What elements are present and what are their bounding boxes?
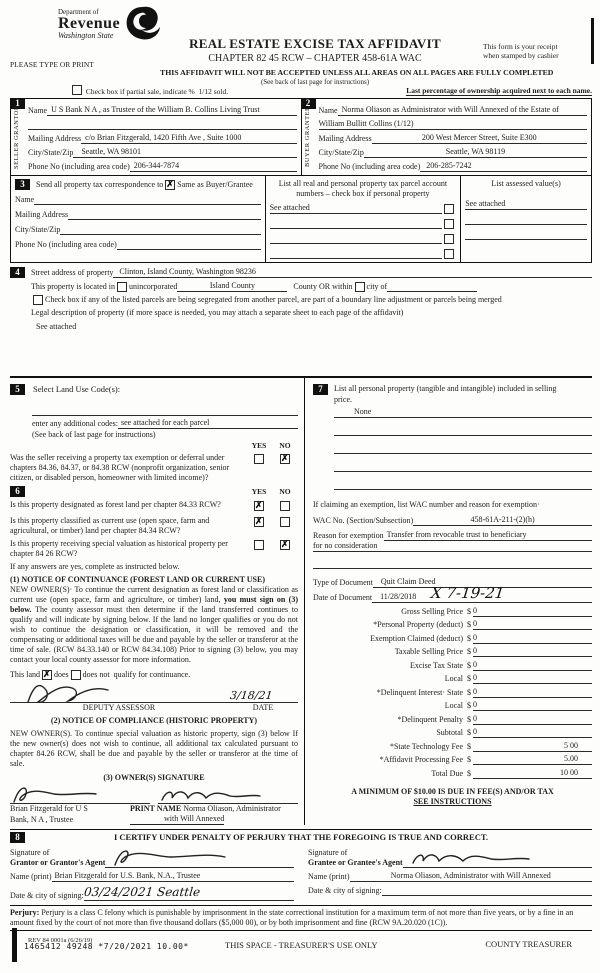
county-field[interactable]: Island County xyxy=(177,281,287,292)
right-column xyxy=(305,378,592,825)
section3-badge: 3 xyxy=(15,179,30,190)
no-column-label: NO xyxy=(279,441,291,450)
section3 xyxy=(10,176,592,263)
partial-sale-label: Check box if partial sale, indicate % xyxy=(85,86,195,96)
see-back-note: (See back of last page for instructions) xyxy=(260,78,370,87)
treasurer-space-label: THIS SPACE - TREASURER'S USE ONLY xyxy=(225,940,378,950)
dollar-sign: $ xyxy=(467,687,471,697)
perjury-notice xyxy=(10,905,592,931)
charge-value[interactable]: 0 xyxy=(473,633,592,644)
section5-badge: 5 xyxy=(10,384,25,395)
dollar-sign: $ xyxy=(467,755,471,764)
partial-sale-value[interactable]: 1/12 sold. xyxy=(198,86,229,96)
unincorporated-checkbox[interactable] xyxy=(117,282,127,292)
dollar-sign: $ xyxy=(467,728,471,737)
parcel-personal-checkbox-3[interactable] xyxy=(444,234,454,244)
corr-citystatezip-label: City/State/Zip xyxy=(15,225,61,234)
grantor-certification xyxy=(10,845,308,901)
buyer-citystatezip-field[interactable]: Seattle, WA 98119 xyxy=(364,147,587,158)
dollar-sign: $ xyxy=(467,714,471,724)
charge-label: Subtotal xyxy=(436,728,463,737)
charge-value[interactable]: 5.00 xyxy=(473,754,592,765)
charge-value[interactable]: 0 xyxy=(473,714,592,725)
corr-name-label: Name xyxy=(15,195,35,204)
deputy-assessor-signature[interactable] xyxy=(20,680,140,706)
dollar-sign: $ xyxy=(467,660,471,670)
form-footer xyxy=(10,937,592,963)
owner2-signature[interactable] xyxy=(158,782,268,806)
type-or-print-label: PLEASE TYPE OR PRINT xyxy=(10,60,94,69)
corr-phone-label: Phone No (including area code) xyxy=(15,240,117,249)
form-header xyxy=(10,4,592,96)
charge-label: Total Due xyxy=(431,768,463,778)
see-back-note-2: (See back of last page for instructions) xyxy=(32,430,156,439)
notice2-body: NEW OWNER(S). To continue special valuation as historic property, sign (3) below If the new owner(s) does not wish to continue, all additional tax calculated pursuant to chapter 84.26 RCW, shall be due and payable by the seller or transferor at the time of sale. xyxy=(10,729,298,769)
personal-property-field-3[interactable] xyxy=(334,443,592,454)
charges-table xyxy=(313,606,592,779)
buyer-name-label: Name xyxy=(318,106,338,115)
forest-no-checkbox[interactable] xyxy=(280,501,290,511)
charge-label: *State Technology Fee xyxy=(389,741,463,751)
historic-question: Is this property receiving special valuation as historical property per chapter 84 26 RCW? xyxy=(10,539,228,559)
parties-box xyxy=(10,98,592,176)
additional-codes-field[interactable]: see attached for each parcel xyxy=(118,418,298,429)
charge-label: Excise Tax State xyxy=(409,660,463,670)
personal-property-field-2[interactable] xyxy=(334,425,592,436)
receipt-note xyxy=(483,42,588,61)
owner1-signature[interactable] xyxy=(10,782,120,806)
grantee-date-city-field[interactable] xyxy=(382,885,592,896)
reason-label: Reason for exemption xyxy=(313,531,384,540)
segregated-checkbox[interactable] xyxy=(33,295,43,305)
charge-label: Taxable Selling Price xyxy=(394,647,463,656)
charge-label: Local xyxy=(444,701,463,710)
grantee-signature-label-1: Signature of xyxy=(308,848,348,857)
buyer-name-field-2[interactable]: William Bullitt Collins (1/12) xyxy=(319,119,588,130)
wac-field[interactable]: 458-61A-211-(2)(h) xyxy=(413,515,592,526)
minimum-due-line1: A MINIMUM OF $10.00 IS DUE IN FEE(S) AND/OR TAX xyxy=(351,786,554,796)
dollar-sign: $ xyxy=(467,647,471,656)
parcel-header-line1: List all real and personal property tax parcel account xyxy=(278,179,448,188)
qualify-text-2: qualify for continuance. xyxy=(113,670,191,680)
ownership-note: Last percentage of ownership acquired next to each name. xyxy=(406,85,592,95)
date-label: DATE xyxy=(252,703,274,713)
no-column-label-2: NO xyxy=(279,487,291,497)
dollar-sign: $ xyxy=(467,606,471,616)
city-checkbox[interactable] xyxy=(355,282,365,292)
qualify-text-1: This land xyxy=(10,670,40,680)
reason-field-2[interactable]: for no consideration xyxy=(313,541,592,552)
grantee-signature-label-2: Grantee or Grantee's Agent xyxy=(308,858,403,867)
grantor-name-label: Name (print) xyxy=(10,872,52,881)
owner1-print-line1: Brian Fitzgerald for U S xyxy=(10,804,88,814)
perjury-label: Perjury: xyxy=(10,908,40,917)
seller-citystatezip-field[interactable]: Seattle, WA 98101 xyxy=(73,147,296,158)
grantee-name-field[interactable]: Norma Oliason, Administrator with Will Annexed xyxy=(350,871,592,882)
grantor-agent-signature[interactable] xyxy=(109,845,239,871)
personal-property-title-1: List all personal property (tangible and intangible) included in selling xyxy=(334,384,557,393)
deputy-assessor-label: DEPUTY ASSESSOR xyxy=(82,703,156,713)
same-as-buyer-label: Same as Buyer/Grantee xyxy=(177,179,253,189)
agency-line3: Washington State xyxy=(58,31,114,41)
correspondence-label: Send all property tax correspondence to xyxy=(36,179,164,189)
charge-label: *Personal Property (deduct) xyxy=(373,620,463,629)
owner1-print-line2: Bank, N A , Trustee xyxy=(10,815,74,825)
dollar-sign: $ xyxy=(467,701,471,710)
current-use-no-checkbox[interactable] xyxy=(280,517,290,527)
seller-phone-label: Phone No (including area code) xyxy=(28,162,130,171)
historic-no-checkbox[interactable] xyxy=(280,540,290,550)
seller-address-label: Mailing Address xyxy=(28,134,82,143)
charge-value[interactable]: 0 xyxy=(473,660,592,671)
dollar-sign: $ xyxy=(467,633,471,643)
forest-yes-checkbox[interactable] xyxy=(254,501,264,511)
charge-value[interactable]: 10 00 xyxy=(473,768,592,779)
parcel-field-3[interactable] xyxy=(270,233,443,244)
located-in-label: This property is located in xyxy=(31,281,115,291)
parcel-personal-checkbox-2[interactable] xyxy=(444,219,454,229)
charge-value[interactable]: 0 xyxy=(473,646,592,657)
same-as-buyer-checkbox[interactable] xyxy=(165,180,175,190)
charge-label: Gross Selling Price xyxy=(401,606,463,616)
city-of-label: city of xyxy=(366,281,388,291)
grantor-signature-label-2: Grantor or Grantor's Agent xyxy=(10,858,106,867)
exemption-question: Was the seller receiving a property tax exemption or deferral under chapters 84.36, 84.37, or 84.38 RCW (nonprofit organization, senior citizen, or disabled person, homeowner with limited income)? xyxy=(10,453,230,483)
form-warning: THIS AFFIDAVIT WILL NOT BE ACCEPTED UNLESS ALL AREAS ON ALL PAGES ARE FULLY COMPLETED xyxy=(160,67,554,77)
land-use-title: Select Land Use Code(s): xyxy=(33,384,121,395)
grantor-date-city-label: Date & city of signing: xyxy=(10,891,84,900)
charge-value[interactable]: 5 00 xyxy=(473,741,592,752)
legal-description-value[interactable]: See attached xyxy=(36,322,77,331)
assessed-header: List assessed value(s) xyxy=(491,179,561,188)
exemption-note: If claiming an exemption, list WAC number and reason for exemption· xyxy=(313,500,540,509)
charge-value[interactable]: 0 xyxy=(473,619,592,630)
unincorporated-label: unincorporated xyxy=(128,281,178,291)
section4 xyxy=(10,267,592,370)
parcel-header-line2: numbers – check box if personal property xyxy=(296,189,430,198)
personal-property-field-5[interactable] xyxy=(334,479,592,490)
assessed-field-3[interactable] xyxy=(465,229,587,240)
parcel-field-4[interactable] xyxy=(270,248,443,259)
seller-name-field[interactable]: U S Bank N A , as Trustee of the William B. Collins Living Trust xyxy=(47,105,296,116)
seller-citystatezip-label: City/State/Zip xyxy=(28,148,74,157)
assessed-field-1[interactable]: See attached xyxy=(465,199,587,210)
charge-label: Local xyxy=(444,674,463,683)
charge-value[interactable]: 0 xyxy=(473,700,592,711)
charge-value[interactable]: 0 xyxy=(473,727,592,738)
buyer-citystatezip-label: City/State/Zip xyxy=(318,148,364,157)
buyer-name-field[interactable]: Norma Oliason as Administrator with Will Annexed of the Estate of xyxy=(338,105,587,116)
print-name-label: PRINT NAME xyxy=(130,804,182,814)
land-use-code-field[interactable] xyxy=(32,405,298,416)
current-use-question: Is this property classified as current use (open space, farm and agricultural, or timber) land per chapter 84.34 RCW? xyxy=(10,516,210,536)
exemption-no-checkbox[interactable] xyxy=(280,454,290,464)
grantor-name-field[interactable]: Brian Fitzgerald for U.S. Bank, N.A., Trustee xyxy=(52,871,294,882)
doc-date-label: Date of Document xyxy=(313,593,373,602)
agency-line2: Revenue xyxy=(58,14,121,32)
parcel-personal-checkbox-4[interactable] xyxy=(444,249,454,259)
perjury-text: Perjury is a class C felony which is punishable by imprisonment in the state correctional institution for a maximum term of not more than five years, or by a fine in an amount fixed by the court of not more than five thousand dollars ($5,000 00), or by both imprisonment and fine (RCW 9A.20.020 (1C)). xyxy=(10,908,574,927)
dollar-sign: $ xyxy=(467,674,471,683)
charge-value[interactable]: 0 xyxy=(473,673,592,684)
seller-name-label: Name xyxy=(28,106,48,115)
section8-badge: 8 xyxy=(10,832,25,843)
qualify-does-label: does xyxy=(54,670,69,680)
section8 xyxy=(10,829,592,901)
charge-label: *Delinquent Interest· State xyxy=(376,687,463,697)
parcel-personal-checkbox-1[interactable] xyxy=(444,204,454,214)
reason-field[interactable]: Transfer from revocable trust to beneficiary xyxy=(384,530,592,541)
rev-number: REV 84 0001a (6/26/19) xyxy=(28,937,93,944)
corr-address-label: Mailing Address xyxy=(15,210,69,219)
form-subtitle: CHAPTER 82 45 RCW – CHAPTER 458-61A WAC xyxy=(208,53,422,65)
county-treasurer-label: COUNTY TREASURER xyxy=(485,939,572,949)
assessed-field-2[interactable] xyxy=(465,214,587,225)
parcel-field-1[interactable]: See attached xyxy=(270,203,443,214)
personal-property-field-4[interactable] xyxy=(334,461,592,472)
buyer-section xyxy=(301,99,592,175)
notice1-title: (1) NOTICE OF CONTINUANCE (FOREST LAND OR CURRENT USE) xyxy=(10,575,265,585)
notice1-bold: you must sign on (3) below. xyxy=(10,595,299,615)
county-or-label: County OR within xyxy=(293,281,353,291)
personal-property-field-1[interactable]: None xyxy=(334,407,592,418)
agency-line1: Department of xyxy=(58,8,99,16)
dollar-sign: $ xyxy=(467,768,471,778)
buyer-phone-field[interactable]: 206-285-7242 xyxy=(420,161,587,172)
dor-logo-icon xyxy=(122,4,162,42)
charge-value[interactable]: 0 xyxy=(473,687,592,698)
corr-address-field[interactable] xyxy=(68,209,260,220)
seller-side-label: SELLER GRANTOR xyxy=(13,105,20,169)
agency-block xyxy=(58,4,120,41)
partial-sale-checkbox[interactable] xyxy=(72,85,82,95)
owner2-print-line2: with Will Annexed xyxy=(130,814,224,825)
does-qualify-checkbox[interactable] xyxy=(42,670,52,680)
reason-field-3[interactable] xyxy=(313,558,592,569)
buyer-side-label: BUYER GRANTEE xyxy=(303,106,311,168)
buyer-phone-label: Phone No (including area code) xyxy=(318,162,421,171)
owners-signature-title: (3) OWNER(S) SIGNATURE xyxy=(103,773,205,783)
if-yes-note: If any answers are yes, complete as instructed below. xyxy=(10,562,180,572)
grantee-name-label: Name (print) xyxy=(308,872,350,881)
notice1-body2: The county assessor must then determine if the land transferred continues to qualify and will indicate by signing below. If the land no longer qualifies or you do not wish to continue the designation or classification, it will be removed and the compensating or additional taxes will be due and payable by the seller or transferor at the time of sale. (RCW 84.33.140 or RCW 84.34.108) Prior to signing (3) below, you may contact your local county assessor for more information. xyxy=(10,605,298,665)
section6-badge: 6 xyxy=(10,486,25,497)
charge-label: *Affidavit Processing Fee xyxy=(379,755,463,764)
legal-description-label: Legal description of property (if more space is needed, you may attach a separate sheet to each page of the affidavit) xyxy=(31,308,404,317)
certify-statement: I CERTIFY UNDER PENALTY OF PERJURY THAT THE FOREGOING IS TRUE AND CORRECT. xyxy=(113,832,488,843)
wac-label: WAC No. (Section/Subsection) xyxy=(313,516,414,525)
section1-badge: 1 xyxy=(10,98,25,109)
buyer-address-field[interactable]: 200 West Mercer Street, Suite E300 xyxy=(372,133,587,144)
city-of-field[interactable] xyxy=(387,281,477,292)
qualify-doesnot-label: does not xyxy=(82,670,110,680)
doc-date-field[interactable]: 11/28/2018 xyxy=(372,592,592,603)
forest-land-question: Is this property designated as forest land per chapter 84.33 RCW? xyxy=(10,500,221,510)
seller-section xyxy=(11,99,301,175)
charge-label: *Delinquent Penalty xyxy=(397,714,463,724)
seller-phone-field[interactable]: 206-344-7874 xyxy=(130,161,297,172)
segregated-label: Check box if any of the listed parcels are being segregated from another parcel, are part of a boundary line adjustment or parcels being merged xyxy=(45,295,502,304)
notice1-body1: NEW OWNER(S)· To continue the current designation as forest land or classification as current use (open space, farm and agriculture, or timber) land, xyxy=(10,585,298,605)
left-column xyxy=(10,378,305,825)
parcel-field-2[interactable] xyxy=(270,218,443,229)
yes-column-label: YES xyxy=(251,441,267,450)
grantee-agent-signature[interactable] xyxy=(407,845,537,871)
buyer-address-label: Mailing Address xyxy=(318,134,372,143)
historic-yes-checkbox[interactable] xyxy=(254,540,264,550)
doc-type-field[interactable]: Quit Claim Deed xyxy=(373,577,592,588)
dollar-sign: $ xyxy=(467,620,471,629)
assessor-date-handwritten[interactable]: 3/18/21 xyxy=(229,688,274,702)
corr-name-field[interactable] xyxy=(34,194,260,205)
street-address-label: Street address of property xyxy=(31,267,114,277)
exemption-yes-checkbox[interactable] xyxy=(254,454,264,464)
doc-date-handwritten[interactable]: X 7-19-21 xyxy=(430,584,506,602)
personal-property-title-2: price. xyxy=(334,395,352,404)
doc-type-label: Type of Document xyxy=(313,578,373,587)
charge-label: Exemption Claimed (deduct) xyxy=(370,633,463,643)
receipt-note-line2: when stamped by cashier xyxy=(483,51,559,61)
form-title: REAL ESTATE EXCISE TAX AFFIDAVIT xyxy=(189,36,441,51)
receipt-note-line1: This form is your receipt xyxy=(483,42,558,51)
section4-badge: 4 xyxy=(10,267,25,278)
cashier-stamp: 1465412 49248 *7/20/2021 10.00* xyxy=(24,942,189,951)
charge-value[interactable]: 0 xyxy=(473,606,592,617)
owner2-print-line1: Norma Oliason, Administrator xyxy=(183,804,281,814)
grantor-date-city-handwritten[interactable]: 03/24/2021 Seattle xyxy=(83,885,201,899)
partial-sale-row xyxy=(70,85,228,96)
yes-column-label-2: YES xyxy=(251,487,267,497)
minimum-due-line2: SEE INSTRUCTIONS xyxy=(413,796,492,806)
notice2-title: (2) NOTICE OF COMPLIANCE (HISTORIC PROPERTY) xyxy=(50,716,258,726)
corr-citystatezip-field[interactable] xyxy=(60,224,260,235)
grantee-certification xyxy=(308,845,592,901)
section2-badge: 2 xyxy=(301,98,316,109)
seller-address-field[interactable]: c/o Brian Fitzgerald, 1420 Fifth Ave , Suite 1000 xyxy=(81,133,296,144)
section7-badge: 7 xyxy=(313,384,328,395)
grantor-signature-label-1: Signature of xyxy=(10,848,50,857)
does-not-qualify-checkbox[interactable] xyxy=(71,670,81,680)
street-address-field[interactable]: Clinton, Island County, Washington 98236 xyxy=(113,267,592,278)
dollar-sign: $ xyxy=(467,741,471,751)
grantee-date-city-label: Date & city of signing: xyxy=(308,886,382,895)
corr-phone-field[interactable] xyxy=(117,239,261,250)
seller-name-field-2[interactable] xyxy=(28,119,297,130)
current-use-yes-checkbox[interactable] xyxy=(254,517,264,527)
additional-codes-label: enter any additional codes: xyxy=(32,419,118,428)
